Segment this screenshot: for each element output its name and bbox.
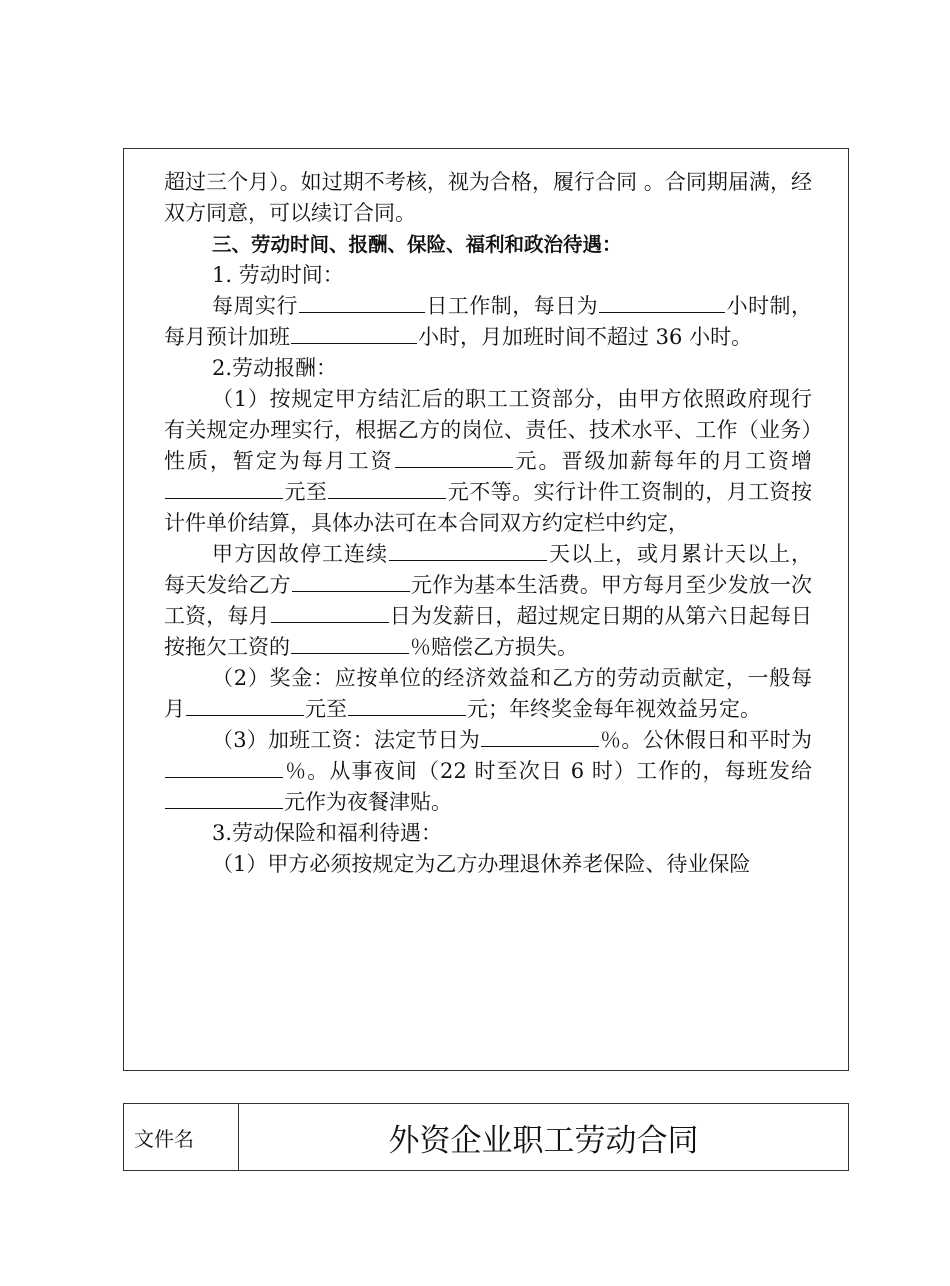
paragraph-probation: 超过三个月）。如过期不考核，视为合格，履行合同 。合同期届满，经双方同意，可以续订合同。 — [164, 170, 812, 225]
paragraph-insurance: （1）甲方必须按规定为乙方办理退休养老保险、待业保险 — [212, 852, 751, 876]
paragraph-salary: （1）按规定甲方结汇后的职工工资部分，由甲方依照政府现行有关规定办理实行，根据乙方的岗位、责任、技术水平、工作（业务）性质，暂定为每月工资 元。晋级加薪每年的月工资增元至 元不等。实行计件工资制的，月工资按计件单价结算，具体办法可在本合同双方约定栏中约定， — [164, 387, 813, 535]
blank-field — [395, 447, 513, 468]
item-work-time: 1. 劳动时间： — [212, 263, 344, 287]
blank-field — [292, 571, 410, 592]
blank-field — [481, 726, 599, 747]
blank-field — [291, 323, 417, 344]
blank-field — [271, 602, 389, 623]
section-heading-3: 三、劳动时间、报酬、保险、福利和政治待遇： — [212, 233, 622, 256]
paragraph-overtime: （3）加班工资：法定节日为 ％。公休假日和平时为％。从事夜间（22 时至次日 6 时）工作的，每班发给元作为夜餐津贴。 — [164, 725, 812, 818]
paragraph-work-hours: 每周实行 日工作制，每日为 小时制，每月预计加班 小时，月加班时间不超过 36 小时。 — [164, 294, 813, 349]
blank-field — [599, 292, 725, 313]
document-frame — [123, 148, 849, 1071]
blank-field — [291, 633, 409, 654]
paragraph-bonus: （2）奖金：应按单位的经济效益和乙方的劳动贡献定，一般每月 元至 元；年终奖金每年视效益另定。 — [164, 666, 812, 721]
blank-field — [389, 540, 547, 561]
blank-field — [328, 478, 446, 499]
file-name-label: 文件名 — [124, 1104, 239, 1170]
blank-field — [165, 478, 283, 499]
item-pay: 2.劳动报酬： — [212, 356, 338, 380]
blank-field — [348, 695, 466, 716]
file-name-table — [123, 1103, 849, 1171]
item-insurance: 3.劳动保险和福利待遇： — [212, 821, 443, 845]
paragraph-stoppage: 甲方因故停工连续 天以上，或月累计天以上，每天发给乙方 元作为基本生活费。甲方每月至少发放一次工资，每月 日为发薪日，超过规定日期的从第六日起每日按拖欠工资的 ％赔偿乙方损失。 — [164, 542, 813, 659]
blank-field — [299, 292, 425, 313]
document-body — [164, 167, 812, 880]
blank-field — [165, 788, 283, 809]
blank-field — [165, 757, 283, 778]
document-title: 外资企业职工劳动合同 — [388, 1122, 699, 1159]
blank-field — [186, 695, 304, 716]
